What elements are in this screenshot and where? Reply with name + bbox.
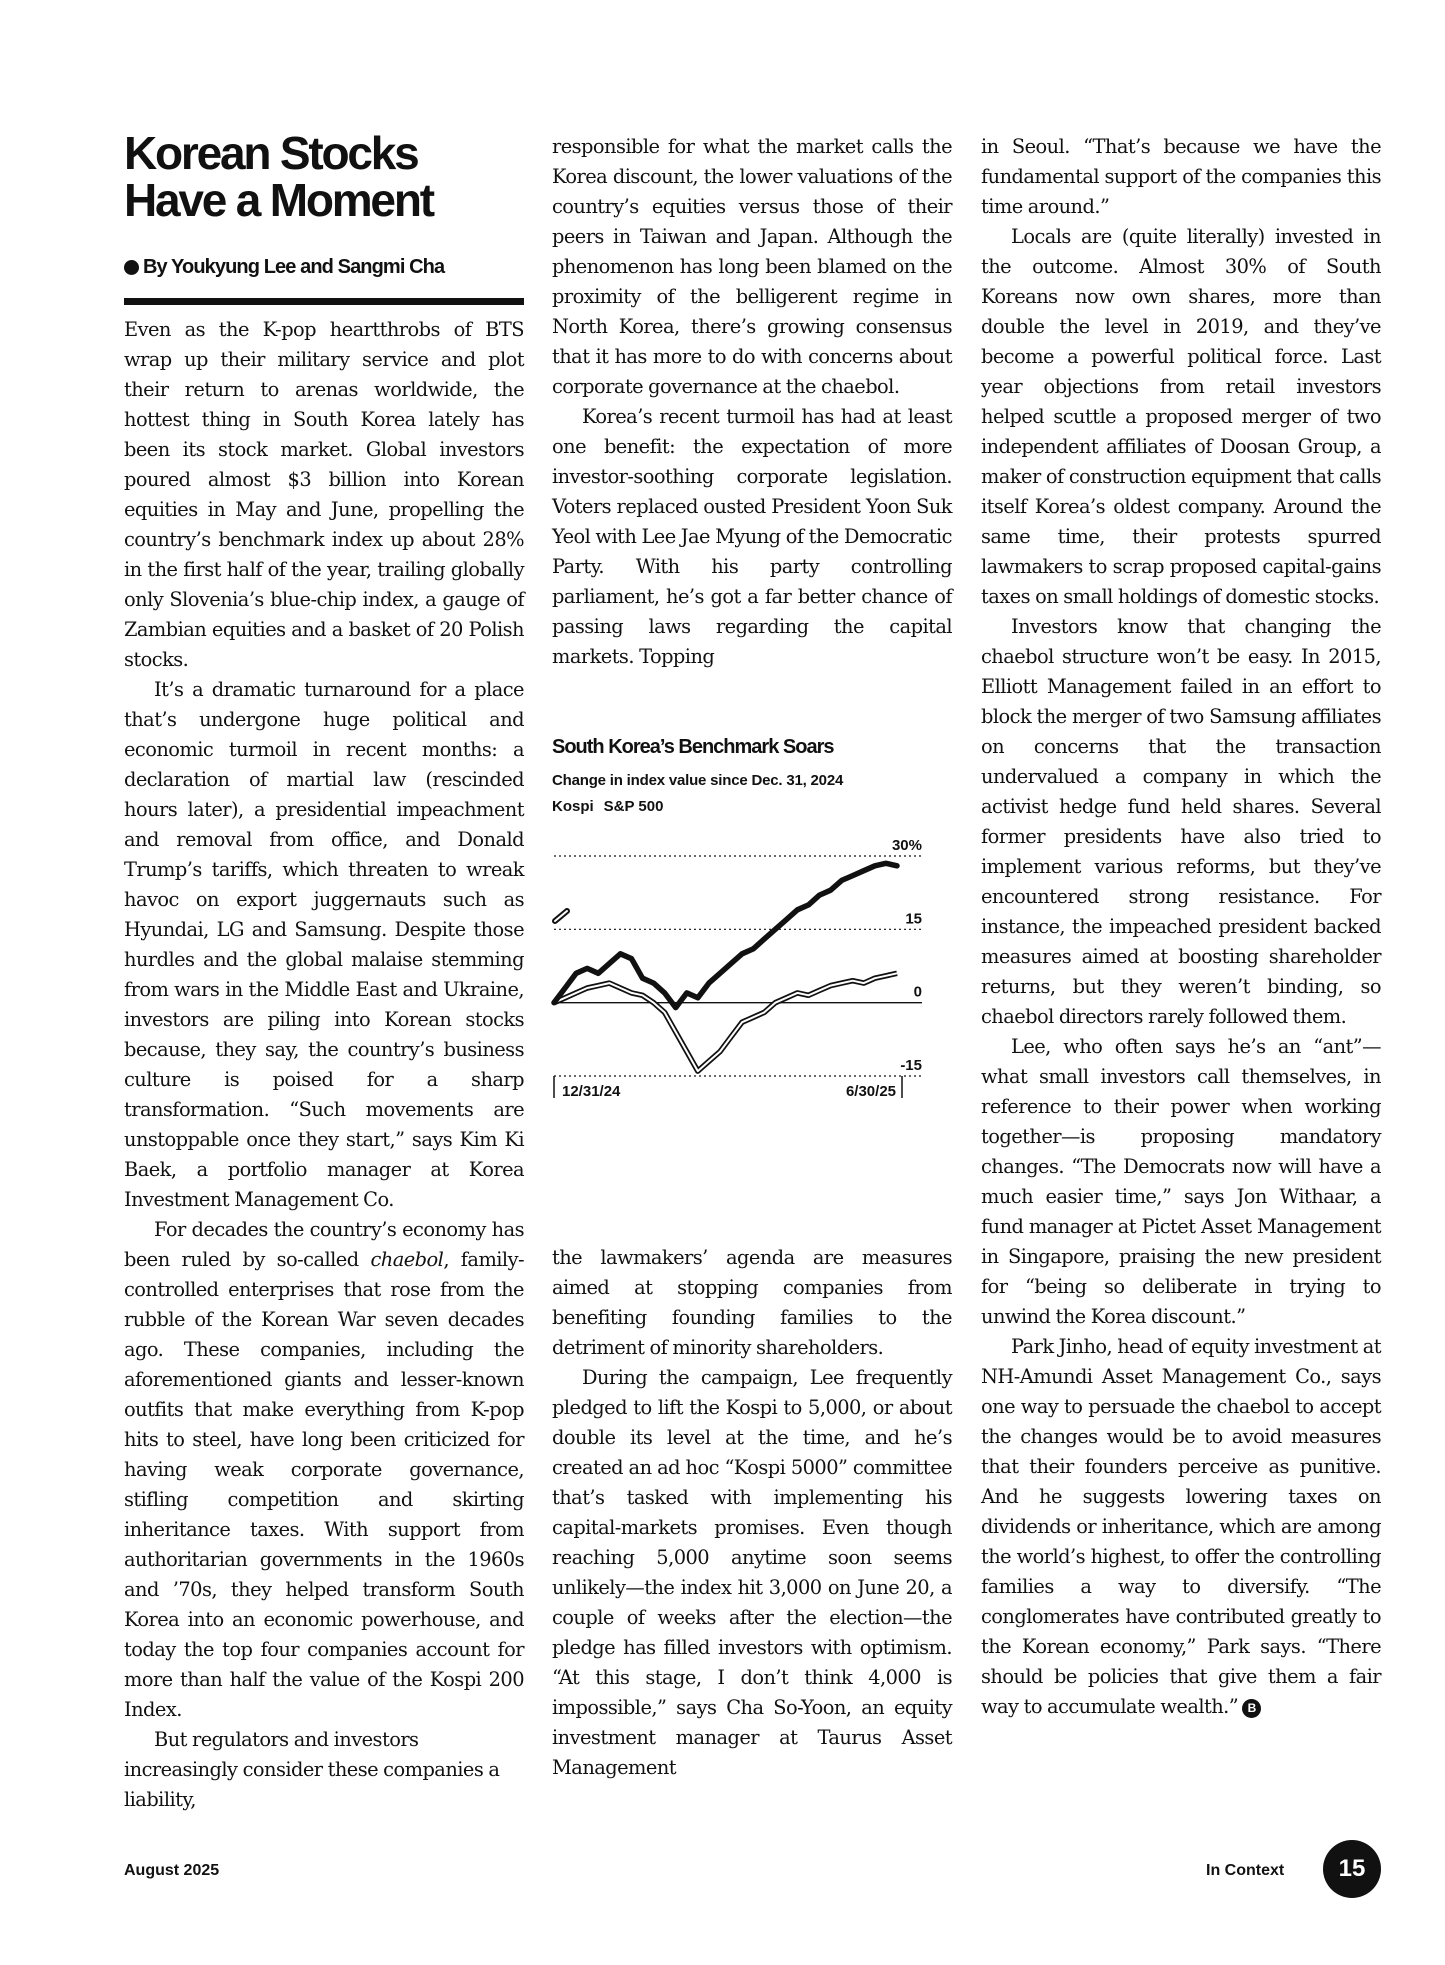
paragraph <box>124 1215 524 1725</box>
series-line-sp500-outline <box>554 973 897 1071</box>
footer-date: August 2025 <box>124 1862 220 1879</box>
paragraph: Lee, who often says he’s an “ant”—what small investors call themselves, in reference to their power when working together—is proposing mandatory changes. “The Democrats now will have a much easier time,” says Jon Withaar, a fund manager at Pictet Asset Management in Singapore, praising the new president for “being so deliberate in trying to unwind the Korea discount.” <box>981 1035 1381 1328</box>
article-column-2-top <box>552 132 952 672</box>
footer-section-name: In Context <box>1206 1862 1285 1879</box>
y-tick-label: 0 <box>913 983 922 1001</box>
paragraph <box>981 1332 1381 1722</box>
legend-item-sp500 <box>604 798 664 815</box>
article-column-1 <box>124 315 524 1815</box>
series-line-sp500 <box>554 973 897 1071</box>
legend-label-sp500: S&P 500 <box>603 798 664 815</box>
byline-rule <box>124 298 524 305</box>
byline-bullet-icon <box>124 260 139 275</box>
byline-text: By Youkyung Lee and Sangmi Cha <box>143 256 445 278</box>
paragraph: Korea’s recent turmoil has had at least one benefit: the expectation of more investor-soothing corporate legislation. Voters replaced ousted President Yoon Suk Yeol with Lee Jae Myung of the Democratic Party. With his party controlling parliament, he’s got a far better chance of passing laws regarding the capital markets. Topping <box>552 405 952 668</box>
y-tick-label: 30% <box>891 837 922 854</box>
paragraph: But regulators and investors increasingly consider these companies a liability, <box>124 1728 500 1811</box>
x-tick-label: 12/31/24 <box>562 1083 621 1100</box>
bloomberg-end-mark-icon: B <box>1242 1699 1261 1718</box>
legend-item-kospi <box>552 798 594 815</box>
headline-line-2: Have a Moment <box>124 174 433 226</box>
paragraph-text: , family-controlled enterprises that rose from the rubble of the Korean War seven decades ago. These companies, including the aforementioned giants and lesser-known outfits that make everything from K-pop hits to steel, have long been criticized for having weak corporate governance, stifling competition and skirting inheritance taxes. With support from authoritarian governments in the 1960s and ’70s, they helped transform South Korea into an economic powerhouse, and today the top four companies account for more than half the value of the Kospi 200 Index. <box>124 1248 524 1721</box>
paragraph: During the campaign, Lee frequently pledged to lift the Kospi to 5,000, or about double its level at the time, and he’s created an ad hoc “Kospi 5000” committee that’s tasked with implementing his capital-markets promises. Even though reaching 5,000 anytime soon seems unlikely—the index hit 3,000 on June 20, a couple of weeks after the election—the pledge has filled investors with optimism. “At this stage, I don’t think 4,000 is impossible,” says Cha So-Yoon, an equity investment manager at Taurus Asset Management <box>552 1366 952 1779</box>
paragraph-text: Park Jinho, head of equity investment at NH-Amundi Asset Management Co., says one way to persuade the chaebol to accept the changes would be to avoid measures that their founders perceive as punitive. And he suggests lowering taxes on dividends or inheritance, which are among the world’s highest, to offer the controlling families a way to diversify. “The conglomerates have contributed greatly to the Korean economy,” Park says. “There should be policies that give them a fair way to accumulate wealth.” <box>981 1335 1381 1718</box>
paragraph: Locals are (quite literally) invested in the outcome. Almost 30% of South Koreans now own shares, more than double the level in 2019, and they’ve become a powerful political force. Last year objections from retail investors helped scuttle a proposed merger of two independent affiliates of Doosan Group, a maker of construction equipment that calls itself Korea’s oldest company. Around the same time, their protests spurred lawmakers to scrap proposed capital-gains taxes on small holdings of domestic stocks. <box>981 225 1381 608</box>
paragraph: Investors know that changing the chaebol structure won’t be easy. In 2015, Elliott Management failed in an effort to block the merger of two Samsung affiliates on concerns that the transaction undervalued a company in which the activist hedge fund held shares. Several former presidents have also tried to implement various reforms, but they’ve encountered strong resistance. For instance, the impeached president backed measures aimed at boosting shareholder returns, but they weren’t binding, so chaebol directors rarely followed them. <box>981 615 1381 1028</box>
article-headline <box>124 127 524 226</box>
page-number-badge: 15 <box>1323 1840 1381 1898</box>
article-column-2-bottom <box>552 1243 952 1783</box>
kospi-chart <box>552 736 952 1196</box>
paragraph-text: For decades the country’s economy has been ruled by so-called <box>124 1218 524 1271</box>
x-tick-label: 6/30/25 <box>845 1083 896 1100</box>
paragraph: Even as the K-pop heartthrobs of BTS wrap up their military service and plot their return to arenas worldwide, the hottest thing in South Korea lately has been its stock market. Global investors poured almost $3 billion into Korean equities in May and June, propelling the country’s benchmark index up about 28% in the first half of the year, trailing globally only Slovenia’s blue-chip index, a gauge of Zambian equities and a basket of 20 Polish stocks. <box>124 318 524 671</box>
chart-subtitle: Change in index value since Dec. 31, 2024 <box>552 772 844 789</box>
headline-line-1: Korean Stocks <box>124 127 418 179</box>
paragraph: in Seoul. “That’s because we have the fundamental support of the companies this time around.” <box>981 135 1381 218</box>
paragraph: It’s a dramatic turnaround for a place that’s undergone huge political and economic turmoil in recent months: a declaration of martial law (rescinded hours later), a presidential impeachment and removal from office, and Donald Trump’s tariffs, which threaten to wreak havoc on export juggernauts such as Hyundai, LG and Samsung. Despite those hurdles and the global malaise stemming from wars in the Middle East and Ukraine, investors are piling into Korean stocks because, they say, the country’s business culture is poised for a sharp transformation. “Such movements are unstoppable once they start,” says Kim Ki Baek, a portfolio manager at Korea Investment Management Co. <box>124 678 524 1211</box>
y-tick-label: 15 <box>905 910 922 928</box>
chart-legend <box>552 798 663 815</box>
y-tick-label: -15 <box>900 1057 922 1074</box>
legend-label-kospi: Kospi <box>552 798 594 815</box>
article-column-3 <box>981 132 1381 1722</box>
paragraph: the lawmakers’ agenda are measures aimed at stopping companies from benefiting founding families to the detriment of minority shareholders. <box>552 1246 952 1359</box>
paragraph: responsible for what the market calls the Korea discount, the lower valuations of the country’s equities versus those of their peers in Taiwan and Japan. Although the phenomenon has long been blamed on the proximity of the belligerent regime in North Korea, there’s growing consensus that it has more to do with concerns about corporate governance at the chaebol. <box>552 135 952 398</box>
chart-title: South Korea’s Benchmark Soars <box>552 736 834 758</box>
byline <box>124 256 524 279</box>
chart-plot-area <box>552 837 952 1186</box>
italic-term: chaebol <box>370 1248 444 1271</box>
